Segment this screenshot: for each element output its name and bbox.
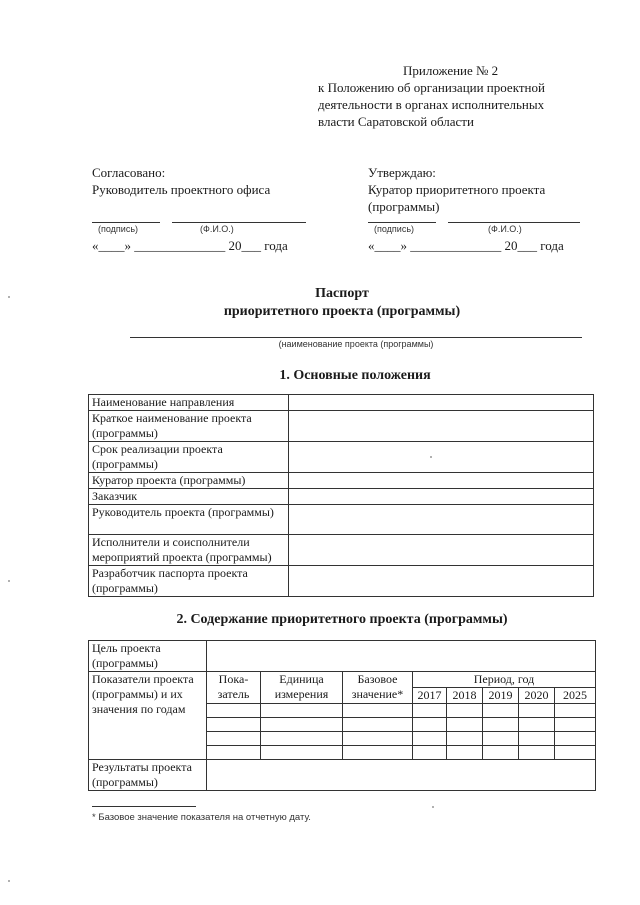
row-label: Куратор проекта (программы) (89, 473, 289, 489)
data-cell[interactable] (413, 704, 447, 718)
data-cell[interactable] (483, 718, 519, 732)
table-row (89, 411, 594, 442)
table-row (89, 395, 594, 411)
results-value-cell[interactable] (207, 760, 596, 791)
col-header-unit: Единица измерения (261, 672, 343, 704)
passport-title: Паспорт (315, 286, 369, 301)
table-row (89, 641, 596, 672)
agreed-position: Руководитель проектного офиса (92, 182, 271, 197)
row-value-cell[interactable] (289, 505, 594, 535)
data-cell[interactable] (207, 704, 261, 718)
data-cell[interactable] (343, 732, 413, 746)
data-cell[interactable] (447, 718, 483, 732)
approve-date[interactable]: «____» ______________ 20___ года (368, 238, 564, 253)
data-cell[interactable] (519, 732, 555, 746)
agreed-fio-label: (Ф.И.О.) (200, 224, 234, 234)
approve-sign-label: (подпись) (374, 224, 415, 234)
data-cell[interactable] (555, 732, 596, 746)
goal-label: Цель проекта (программы) (89, 641, 207, 672)
scan-speck (8, 880, 10, 882)
data-cell[interactable] (483, 746, 519, 760)
row-label: Заказчик (89, 489, 289, 505)
approve-block (368, 164, 608, 215)
goal-value-cell[interactable] (207, 641, 596, 672)
scan-speck (8, 580, 10, 582)
data-cell[interactable] (555, 718, 596, 732)
main-provisions-table (88, 394, 594, 597)
year-header: 2020 (519, 688, 555, 704)
row-label: Исполнители и соисполнители мероприятий проекта (программы) (89, 535, 289, 566)
agreed-block (92, 164, 322, 198)
data-cell[interactable] (261, 704, 343, 718)
data-cell[interactable] (483, 704, 519, 718)
scan-speck (432, 806, 434, 808)
project-name-line[interactable] (130, 337, 582, 338)
year-header: 2025 (555, 688, 596, 704)
row-value-cell[interactable] (289, 489, 594, 505)
data-cell[interactable] (555, 704, 596, 718)
data-cell[interactable] (447, 704, 483, 718)
annex-line: к Положению об организации проектной (318, 80, 545, 95)
data-cell[interactable] (413, 718, 447, 732)
footnote-divider (92, 806, 196, 807)
agreed-sign-label: (подпись) (98, 224, 139, 234)
approve-title: Утверждаю: (368, 165, 436, 180)
col-header-base: Базовое значение* (343, 672, 413, 704)
period-header: Период, год (413, 672, 596, 688)
year-header: 2018 (447, 688, 483, 704)
indicators-label: Показатели проекта (программы) и их значения по годам (89, 672, 207, 760)
table-row (89, 505, 594, 535)
section1-heading: 1. Основные положения (279, 368, 431, 383)
approve-position: (программы) (368, 199, 440, 214)
data-cell[interactable] (447, 732, 483, 746)
row-label: Наименование направления (89, 395, 289, 411)
approve-sign-line[interactable] (368, 222, 436, 223)
annex-header (318, 62, 608, 130)
row-label: Краткое наименование проекта (программы) (89, 411, 289, 442)
content-table (88, 640, 596, 791)
row-value-cell[interactable] (289, 566, 594, 597)
agreed-title: Согласовано: (92, 165, 166, 180)
approve-fio-line[interactable] (448, 222, 580, 223)
data-cell[interactable] (261, 732, 343, 746)
row-value-cell[interactable] (289, 473, 594, 489)
agreed-date[interactable]: «____» ______________ 20___ года (92, 238, 288, 253)
row-value-cell[interactable] (289, 395, 594, 411)
year-header: 2019 (483, 688, 519, 704)
table-row (89, 535, 594, 566)
data-cell[interactable] (519, 746, 555, 760)
year-header: 2017 (413, 688, 447, 704)
project-name-caption: (наименование проекта (программы) (278, 339, 434, 349)
approve-fio-label: (Ф.И.О.) (488, 224, 522, 234)
row-label: Руководитель проекта (программы) (89, 505, 289, 535)
table-row (89, 489, 594, 505)
data-cell[interactable] (207, 746, 261, 760)
data-cell[interactable] (447, 746, 483, 760)
table-row (89, 473, 594, 489)
annex-line: власти Саратовской области (318, 114, 474, 129)
data-cell[interactable] (207, 718, 261, 732)
row-label: Разработчик паспорта проекта (программы) (89, 566, 289, 597)
scan-speck (430, 456, 432, 458)
row-value-cell[interactable] (289, 411, 594, 442)
row-value-cell[interactable] (289, 442, 594, 473)
approve-position: Куратор приоритетного проекта (368, 182, 546, 197)
section2-heading: 2. Содержание приоритетного проекта (программы) (176, 612, 508, 627)
data-cell[interactable] (483, 732, 519, 746)
annex-line: деятельности в органах исполнительных (318, 97, 545, 112)
row-label: Срок реализации проекта (программы) (89, 442, 289, 473)
results-label: Результаты проекта (программы) (89, 760, 207, 791)
col-header-indicator: Пока-затель (207, 672, 261, 704)
data-cell[interactable] (343, 704, 413, 718)
annex-number: Приложение № 2 (403, 63, 499, 78)
data-cell[interactable] (343, 746, 413, 760)
data-cell[interactable] (519, 718, 555, 732)
agreed-sign-line[interactable] (92, 222, 160, 223)
table-row (89, 760, 596, 791)
row-value-cell[interactable] (289, 535, 594, 566)
data-cell[interactable] (261, 746, 343, 760)
table-row (89, 672, 596, 688)
data-cell[interactable] (207, 732, 261, 746)
data-cell[interactable] (555, 746, 596, 760)
table-row (89, 442, 594, 473)
data-cell[interactable] (413, 746, 447, 760)
scan-speck (8, 296, 10, 298)
agreed-fio-line[interactable] (172, 222, 306, 223)
data-cell[interactable] (519, 704, 555, 718)
passport-subtitle: приоритетного проекта (программы) (223, 304, 461, 319)
footnote: * Базовое значение показателя на отчетную дату. (92, 812, 311, 823)
data-cell[interactable] (343, 718, 413, 732)
table-row (89, 566, 594, 597)
data-cell[interactable] (261, 718, 343, 732)
data-cell[interactable] (413, 732, 447, 746)
